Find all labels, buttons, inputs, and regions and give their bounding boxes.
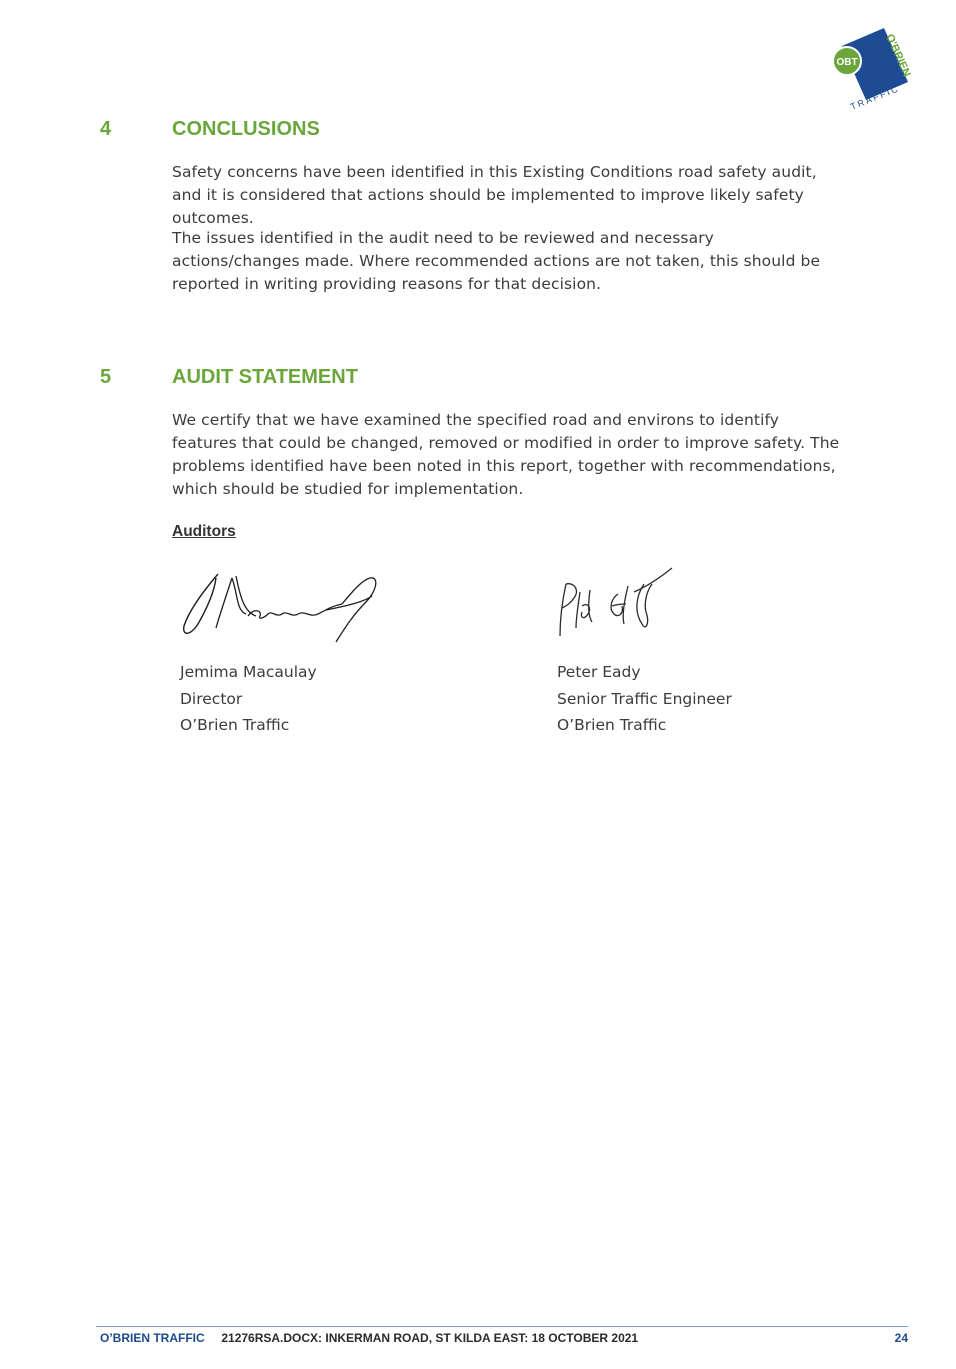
section-title: CONCLUSIONS [172, 118, 320, 140]
auditors-heading: Auditors [172, 523, 236, 540]
section-number: 4 [100, 118, 112, 140]
page-footer [100, 1331, 908, 1345]
signature-eady [552, 562, 682, 642]
svg-text:OBT: OBT [836, 57, 858, 68]
conclusions-paragraph-1: Safety concerns have been identified in this Existing Conditions road safety audit, and it is considered that actions should be implemented to improve likely safety outcomes. [172, 163, 817, 227]
svg-text:TRAFFIC: TRAFFIC [849, 83, 901, 112]
section-title: AUDIT STATEMENT [172, 366, 358, 388]
page-number: 24 [894, 1331, 908, 1345]
signatory-role: Director [180, 689, 243, 708]
svg-text:O'BRIEN: O'BRIEN [883, 32, 913, 79]
audit-statement-paragraph: We certify that we have examined the specified road and environs to identify features that could be changed, removed or modified in order to improve safety. The problems identified have been noted in this report, together with recommendations, which should be studied for implementation. [172, 411, 840, 498]
signatory-name: Peter Eady [557, 663, 641, 681]
footer-document: 21276RSA.DOCX: INKERMAN ROAD, ST KILDA EAST: 18 OCTOBER 2021 [221, 1331, 639, 1345]
section-number: 5 [100, 366, 112, 388]
signatory-1 [180, 659, 317, 739]
footer-brand: O’BRIEN TRAFFIC [100, 1331, 205, 1345]
signature-macaulay [176, 566, 386, 648]
signatory-2 [557, 659, 732, 739]
conclusions-paragraph-2: The issues identified in the audit need to be reviewed and necessary actions/changes made. Where recommended actions are not taken, this should be reported in writing providing reasons for that decision. [172, 229, 821, 293]
signatory-role: Senior Traffic Engineer [557, 689, 732, 708]
footer-divider [96, 1326, 908, 1327]
signatory-company: O’Brien Traffic [557, 716, 667, 734]
signatory-company: O’Brien Traffic [180, 716, 290, 734]
signatory-name: Jemima Macaulay [180, 663, 317, 681]
obrien-traffic-logo [828, 26, 924, 118]
